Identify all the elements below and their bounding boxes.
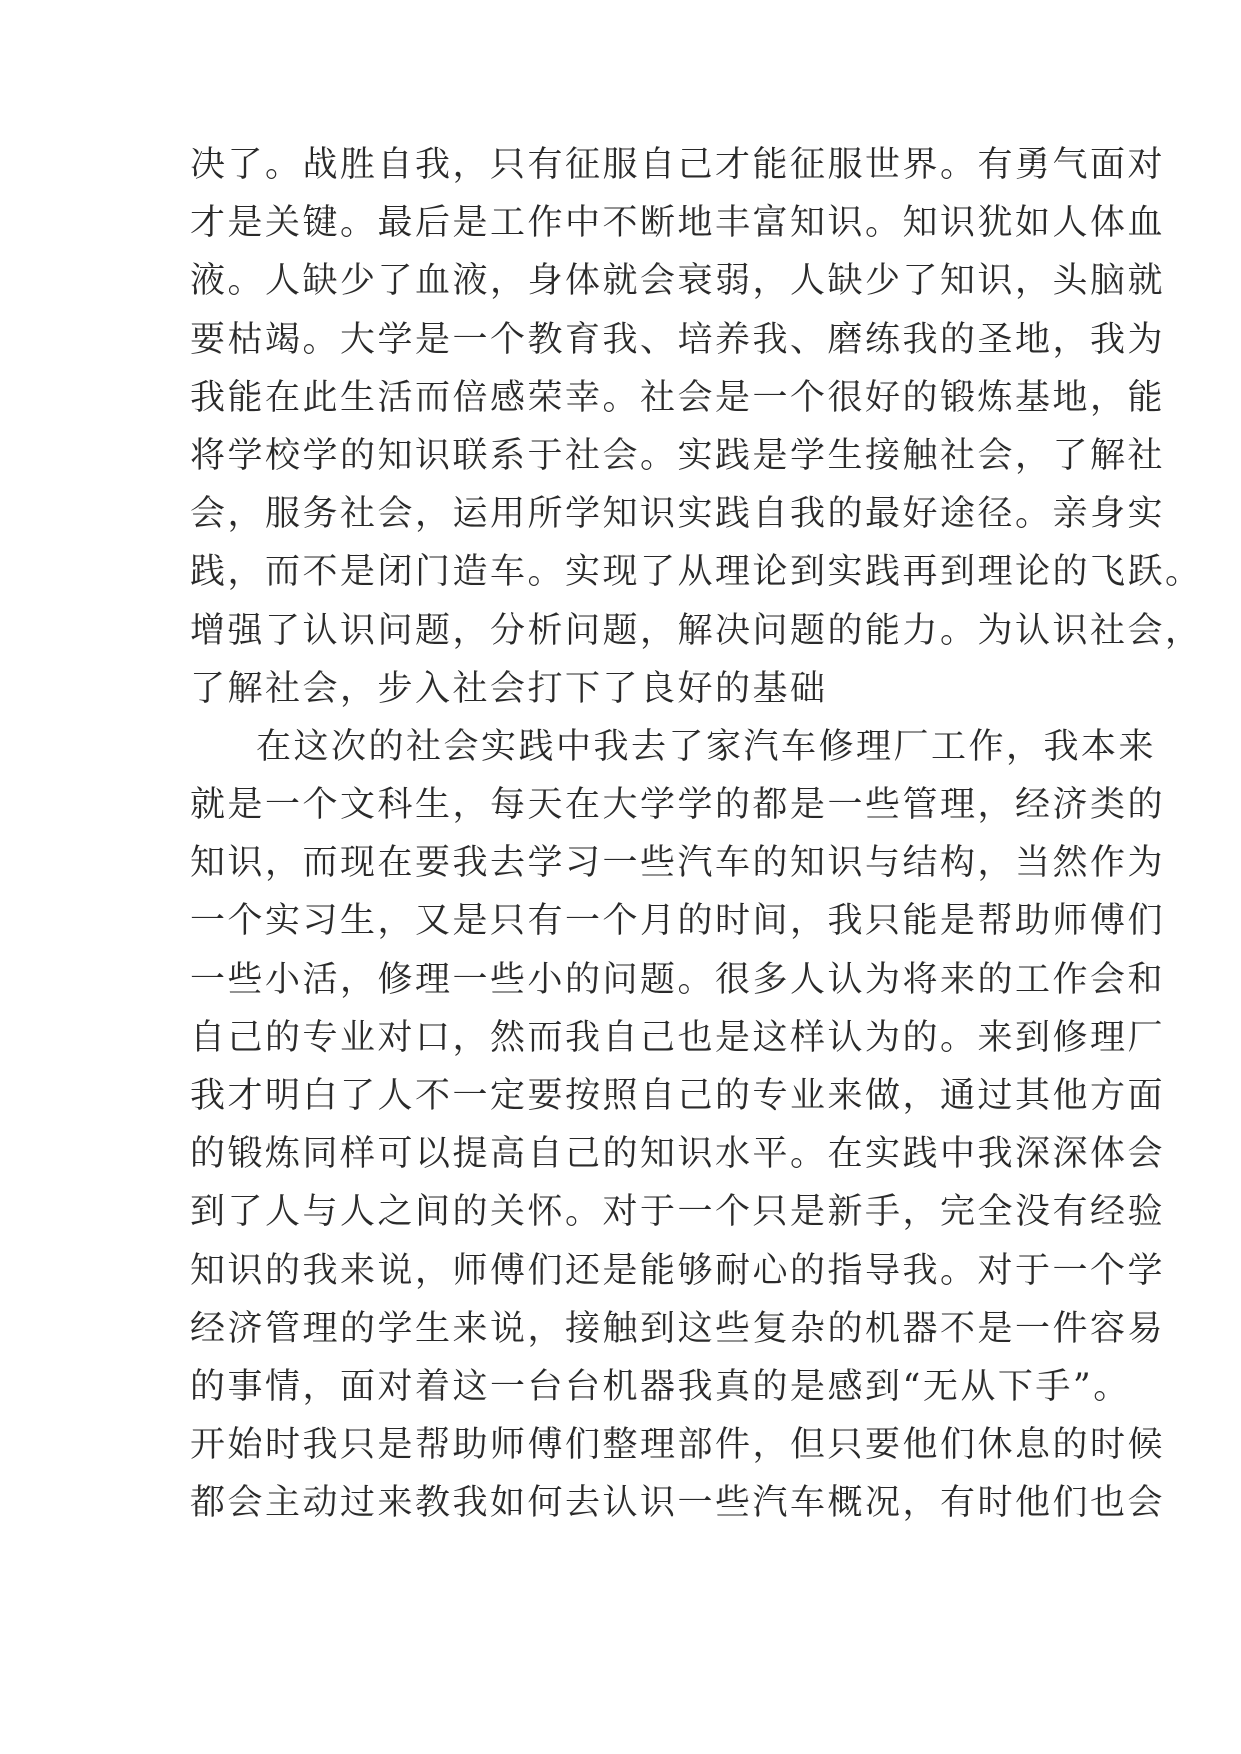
- text-line: 将学校学的知识联系于社会。实践是学生接触社会，了解社: [190, 435, 1166, 476]
- text-line: 知识，而现在要我去学习一些汽车的知识与结构，当然作为: [190, 843, 1166, 884]
- text-line: 自己的专业对口，然而我自己也是这样认为的。来到修理厂: [190, 1017, 1166, 1058]
- text-line: 增强了认识问题，分析问题，解决问题的能力。为认识社会，: [190, 610, 1203, 651]
- text-line: 我才明白了人不一定要按照自己的专业来做，通过其他方面: [190, 1076, 1166, 1116]
- text-line: 的事情，面对着这一台台机器我真的是感到“无从下手”。: [190, 1366, 1131, 1407]
- text-line: 开始时我只是帮助师傅们整理部件，但只要他们休息的时候: [190, 1425, 1166, 1466]
- text-line: 一个实习生，又是只有一个月的时间，我只能是帮助师傅们: [190, 901, 1166, 942]
- text-line: 决了。战胜自我，只有征服自己才能征服世界。有勇气面对: [190, 145, 1166, 185]
- text-line: 就是一个文科生，每天在大学学的都是一些管理，经济类的: [190, 785, 1166, 826]
- text-line: 经济管理的学生来说，接触到这些复杂的机器不是一件容易: [190, 1308, 1166, 1349]
- text-line: 液。人缺少了血液，身体就会衰弱，人缺少了知识，头脑就: [190, 261, 1166, 302]
- paragraph-first-line: 在这次的社会实践中我去了家汽车修理厂工作，我本来: [256, 726, 1157, 767]
- text-line: 了解社会，步入社会打下了良好的基础: [190, 668, 828, 709]
- text-line: 知识的我来说，师傅们还是能够耐心的指导我。对于一个学: [190, 1250, 1166, 1291]
- text-line: 一些小活，修理一些小的问题。很多人认为将来的工作会和: [190, 959, 1166, 1000]
- text-line: 都会主动过来教我如何去认识一些汽车概况，有时他们也会: [190, 1483, 1166, 1524]
- text-line: 会，服务社会，运用所学知识实践自我的最好途径。亲身实: [190, 494, 1166, 535]
- text-line: 我能在此生活而倍感荣幸。社会是一个很好的锻炼基地，能: [190, 377, 1166, 418]
- text-line: 的锻炼同样可以提高自己的知识水平。在实践中我深深体会: [190, 1134, 1166, 1175]
- text-line: 到了人与人之间的关怀。对于一个只是新手，完全没有经验: [190, 1192, 1166, 1233]
- text-line: 才是关键。最后是工作中不断地丰富知识。知识犹如人体血: [190, 203, 1166, 244]
- body-text: [190, 136, 1203, 1533]
- text-line: 要枯竭。大学是一个教育我、培养我、磨练我的圣地，我为: [190, 319, 1166, 360]
- text-line: 践，而不是闭门造车。实现了从理论到实践再到理论的飞跃。: [190, 552, 1203, 593]
